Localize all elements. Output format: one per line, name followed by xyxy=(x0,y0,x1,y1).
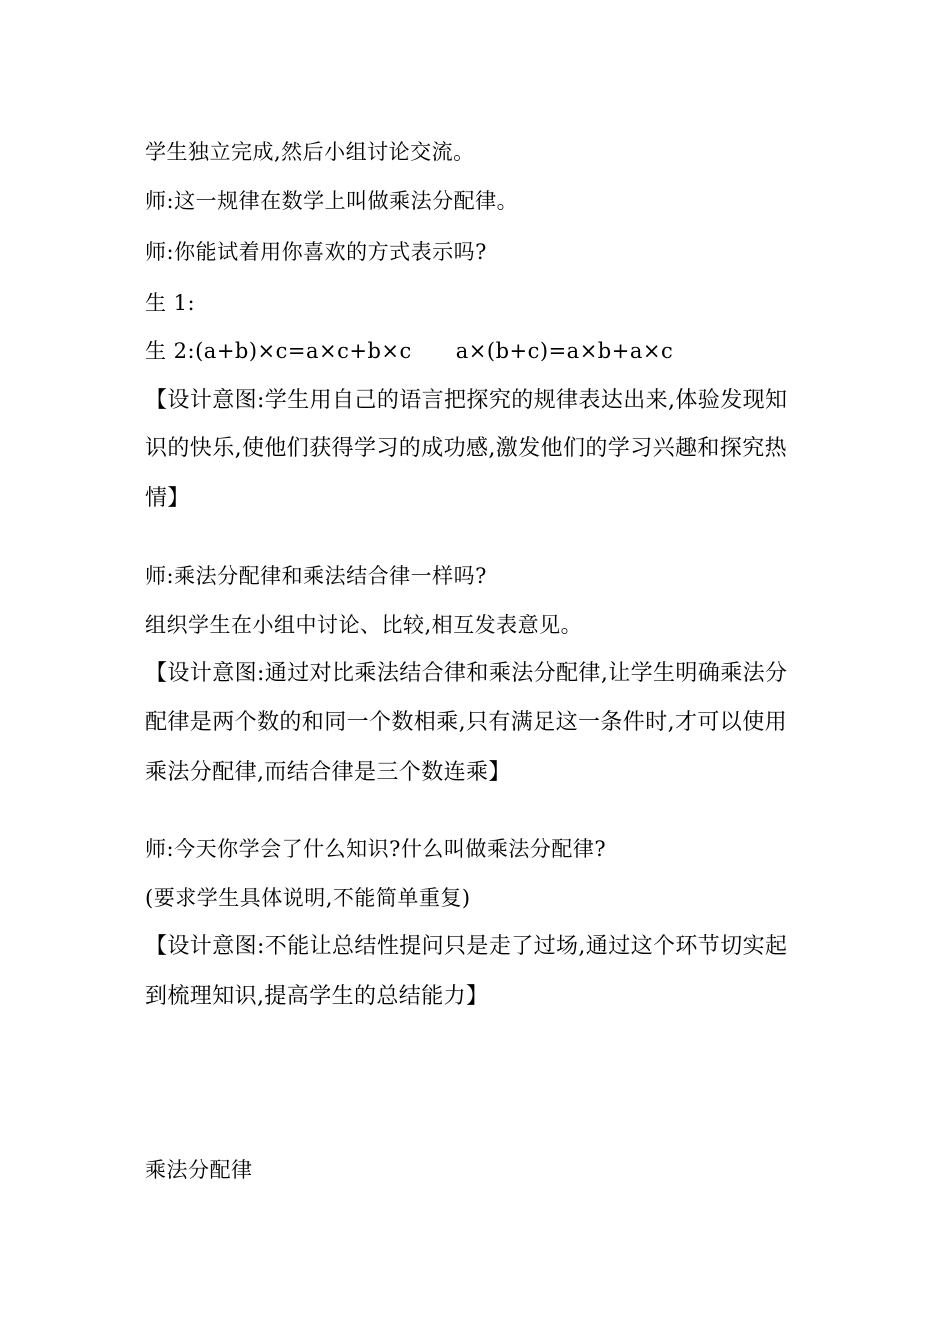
formula-1: 生 2:(a+b)×c=a×c+b×c xyxy=(145,339,412,363)
paragraph-student-2-formulas xyxy=(145,338,815,364)
design-note-2-line-1: 【设计意图:通过对比乘法结合律和乘法分配律,让学生明确乘法分 xyxy=(145,661,788,686)
paragraph-teacher-question: 师:你能试着用你喜欢的方式表示吗? xyxy=(145,240,487,264)
design-note-2-line-3: 乘法分配律,而结合律是三个数连乘】 xyxy=(145,760,511,785)
design-note-1-line-3: 情】 xyxy=(145,486,190,511)
section-title: 乘法分配律 xyxy=(145,1158,253,1182)
paragraph-student-1: 生 1: xyxy=(145,291,196,315)
design-note-1-line-1: 【设计意图:学生用自己的语言把探究的规律表达出来,体验发现知 xyxy=(145,388,788,413)
paragraph-requirement: (要求学生具体说明,不能简单重复) xyxy=(145,886,471,910)
design-note-1-line-2: 识的快乐,使他们获得学习的成功感,激发他们的学习兴趣和探究热 xyxy=(145,436,787,461)
design-note-3-line-2: 到梳理知识,提高学生的总结能力】 xyxy=(145,984,489,1009)
formula-2: a×(b+c)=a×b+a×c xyxy=(455,339,674,363)
paragraph-teacher-summary-question: 师:今天你学会了什么知识?什么叫做乘法分配律? xyxy=(145,837,607,861)
paragraph-independent-work: 学生独立完成,然后小组讨论交流。 xyxy=(145,140,475,164)
paragraph-teacher-rule-name: 师:这一规律在数学上叫做乘法分配律。 xyxy=(145,189,519,213)
design-note-2-line-2: 配律是两个数的和同一个数相乘,只有满足这一条件时,才可以使用 xyxy=(145,710,787,735)
paragraph-teacher-compare: 师:乘法分配律和乘法结合律一样吗? xyxy=(145,564,487,588)
paragraph-group-discussion: 组织学生在小组中讨论、比较,相互发表意见。 xyxy=(145,613,583,637)
design-note-3-line-1: 【设计意图:不能让总结性提问只是走了过场,通过这个环节切实起 xyxy=(145,934,788,959)
